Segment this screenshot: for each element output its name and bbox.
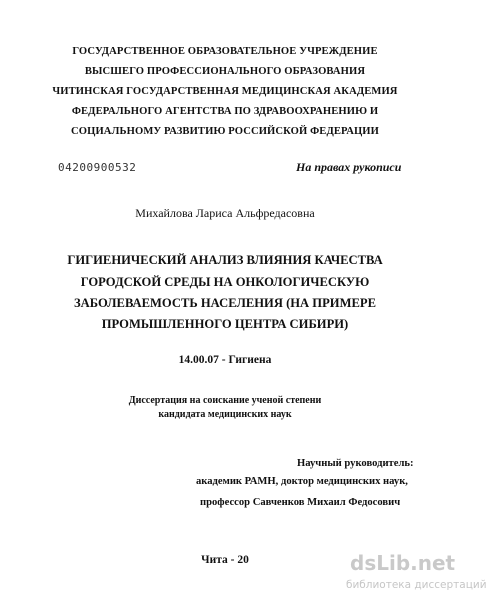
dissertation-line-1: Диссертация на соискание ученой степени: [128, 395, 322, 406]
watermark-subtitle: библиотека диссертаций: [346, 579, 487, 591]
specialty: 14.00.07 - Гигиена: [178, 354, 272, 366]
header-line-3: ЧИТИНСКАЯ ГОСУДАРСТВЕННАЯ МЕДИЦИНСКАЯ АКАДЕМИЯ: [52, 86, 398, 97]
author-name: Михайлова Лариса Альфредасовна: [135, 206, 315, 220]
watermark: [346, 551, 487, 601]
registration-code: 04200900532: [58, 161, 137, 174]
title-line-2: ГОРОДСКОЙ СРЕДЫ НА ОНКОЛОГИЧЕСКУЮ: [80, 275, 370, 289]
dissertation-line-2: кандидата медицинских наук: [158, 409, 292, 420]
header-line-1: ГОСУДАРСТВЕННОЕ ОБРАЗОВАТЕЛЬНОЕ УЧРЕЖДЕНИЕ: [72, 46, 378, 57]
header-line-2: ВЫСШЕГО ПРОФЕССИОНАЛЬНОГО ОБРАЗОВАНИЯ: [84, 66, 366, 77]
supervisor-heading: Научный руководитель:: [297, 458, 414, 469]
header-line-4: ФЕДЕРАЛЬНОГО АГЕНТСТВА ПО ЗДРАВООХРАНЕНИЮ И: [71, 106, 379, 117]
supervisor-line-2: профессор Савченков Михаил Федосович: [200, 497, 401, 508]
watermark-logo: dsLib.net: [350, 551, 456, 575]
city-year: Чита - 20: [201, 554, 249, 566]
title-line-1: ГИГИЕНИЧЕСКИЙ АНАЛИЗ ВЛИЯНИЯ КАЧЕСТВА: [67, 253, 383, 267]
supervisor-line-1: академик РАМН, доктор медицинских наук,: [196, 476, 408, 487]
title-line-4: ПРОМЫШЛЕННОГО ЦЕНТРА СИБИРИ): [101, 317, 349, 331]
header-line-5: СОЦИАЛЬНОМУ РАЗВИТИЮ РОССИЙСКОЙ ФЕДЕРАЦИИ: [71, 126, 379, 137]
title-line-3: ЗАБОЛЕВАЕМОСТЬ НАСЕЛЕНИЯ (НА ПРИМЕРЕ: [74, 296, 376, 310]
rights-label: На правах рукописи: [296, 160, 402, 174]
